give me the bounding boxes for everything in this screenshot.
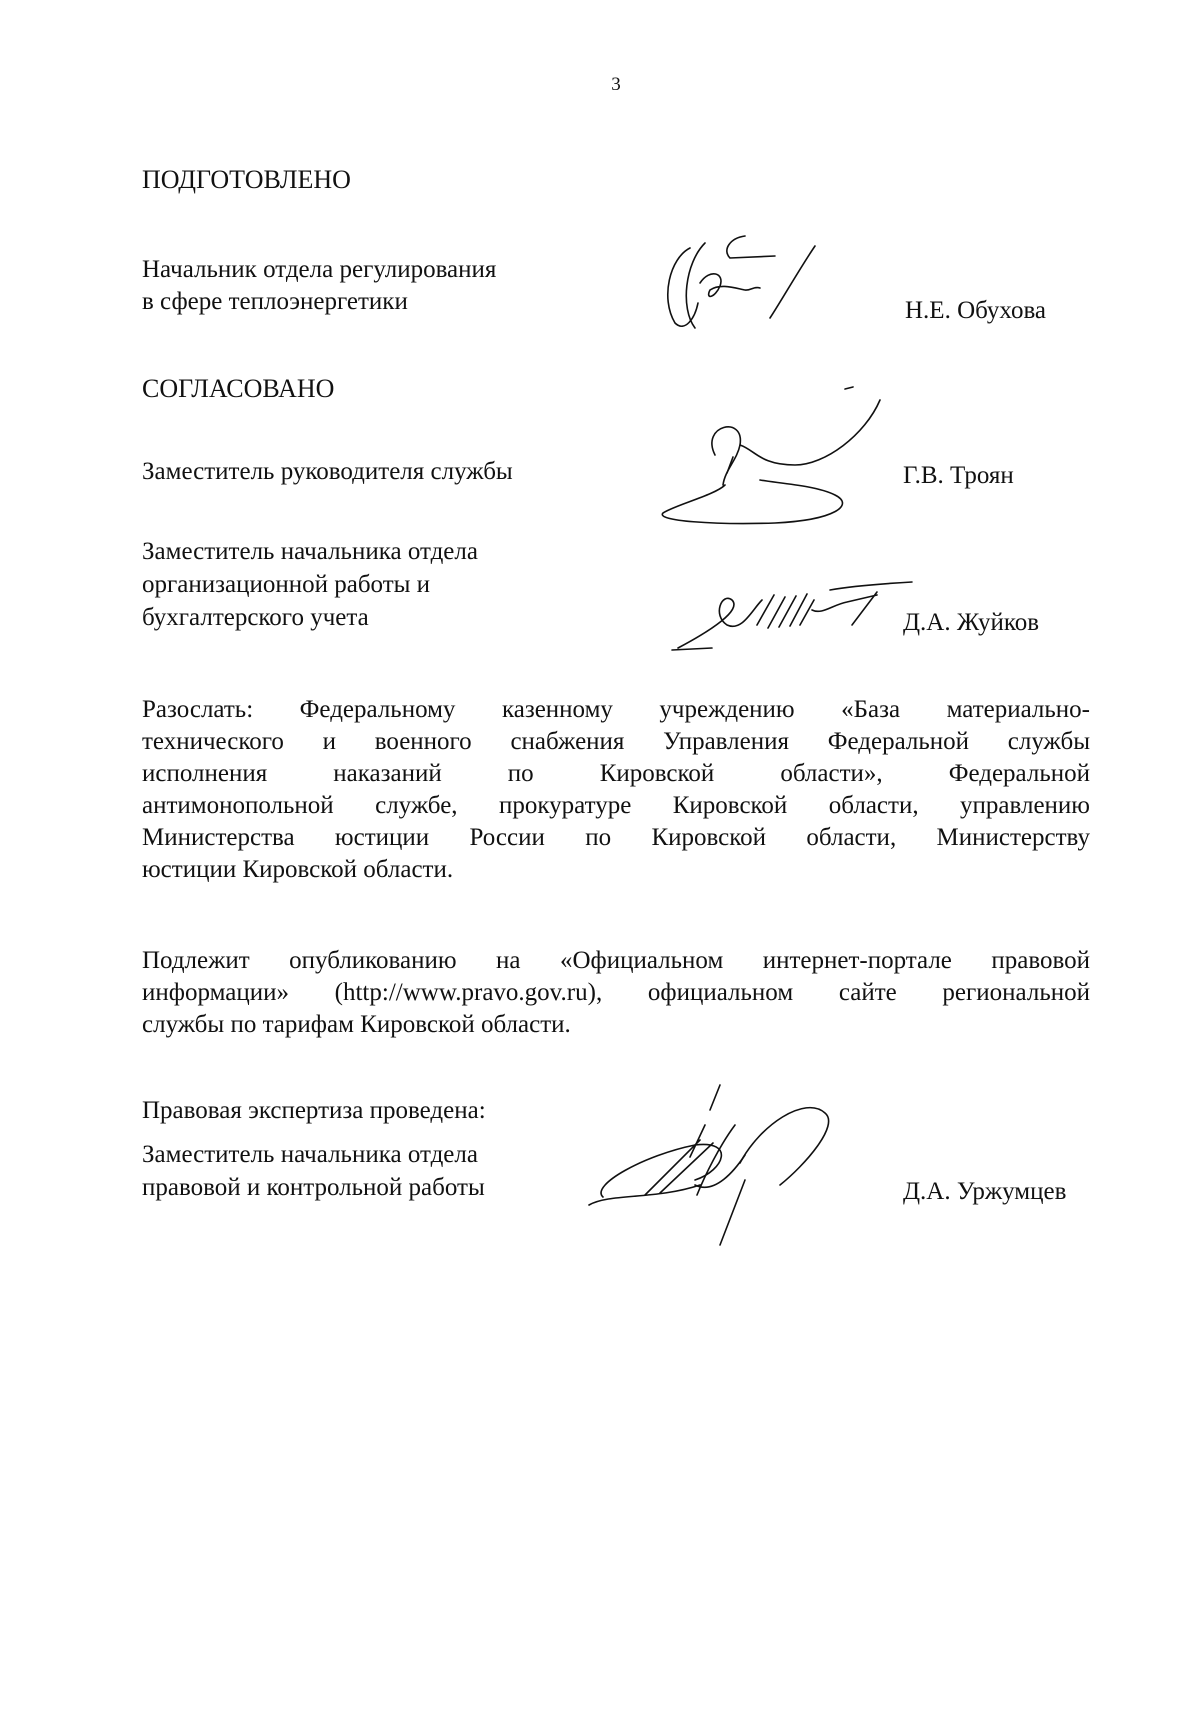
agreed-signer-2-position-line-2: организационной работы и: [142, 571, 431, 598]
distribution-line-3: исполнения наказаний по Кировской области», Федеральной: [142, 760, 1090, 787]
distribution-line-6: юстиции Кировской области.: [142, 856, 454, 883]
agreed-signer-2-name: Д.А. Жуйков: [903, 609, 1040, 636]
agreed-signer-2-position-line-1: Заместитель начальника отдела: [142, 538, 478, 565]
legal-review-signer-name: Д.А. Уржумцев: [903, 1178, 1067, 1205]
agreed-heading: СОГЛАСОВАНО: [142, 374, 335, 403]
publication-line-3: службы по тарифам Кировской области.: [142, 1011, 571, 1038]
distribution-line-2: технического и военного снабжения Управления Федеральной службы: [142, 728, 1090, 755]
signature-obukhova: [650, 228, 850, 338]
legal-review-heading: Правовая экспертиза проведена:: [142, 1097, 486, 1124]
page-number: 3: [611, 74, 621, 95]
prepared-signer-name: Н.Е. Обухова: [905, 297, 1047, 324]
distribution-line-1: Разослать: Федеральному казенному учреждению «База материально-: [142, 696, 1090, 723]
signature-zhuykov: [672, 570, 912, 660]
signature-troyan: [655, 385, 895, 535]
prepared-position-line-2: в сфере теплоэнергетики: [142, 288, 408, 315]
distribution-paragraph: [142, 694, 1090, 886]
publication-line-1: Подлежит опубликованию на «Официальном интернет-портале правовой: [142, 947, 1090, 974]
signature-urzhumtsev: [585, 1085, 885, 1260]
agreed-signer-2-position-line-3: бухгалтерского учета: [142, 604, 369, 631]
agreed-signer-1-name: Г.В. Троян: [903, 462, 1014, 489]
legal-review-position-line-1: Заместитель начальника отдела: [142, 1141, 478, 1168]
distribution-line-4: антимонопольной службе, прокуратуре Кировской области, управлению: [142, 792, 1090, 819]
agreed-signer-1-position: Заместитель руководителя службы: [142, 458, 513, 485]
publication-paragraph: [142, 945, 1090, 1041]
publication-line-2: информации» (http://www.pravo.gov.ru), официальном сайте региональной: [142, 979, 1090, 1006]
prepared-heading: ПОДГОТОВЛЕНО: [142, 165, 351, 194]
prepared-position-line-1: Начальник отдела регулирования: [142, 256, 497, 283]
legal-review-position-line-2: правовой и контрольной работы: [142, 1174, 485, 1201]
distribution-line-5: Министерства юстиции России по Кировской области, Министерству: [142, 824, 1090, 851]
